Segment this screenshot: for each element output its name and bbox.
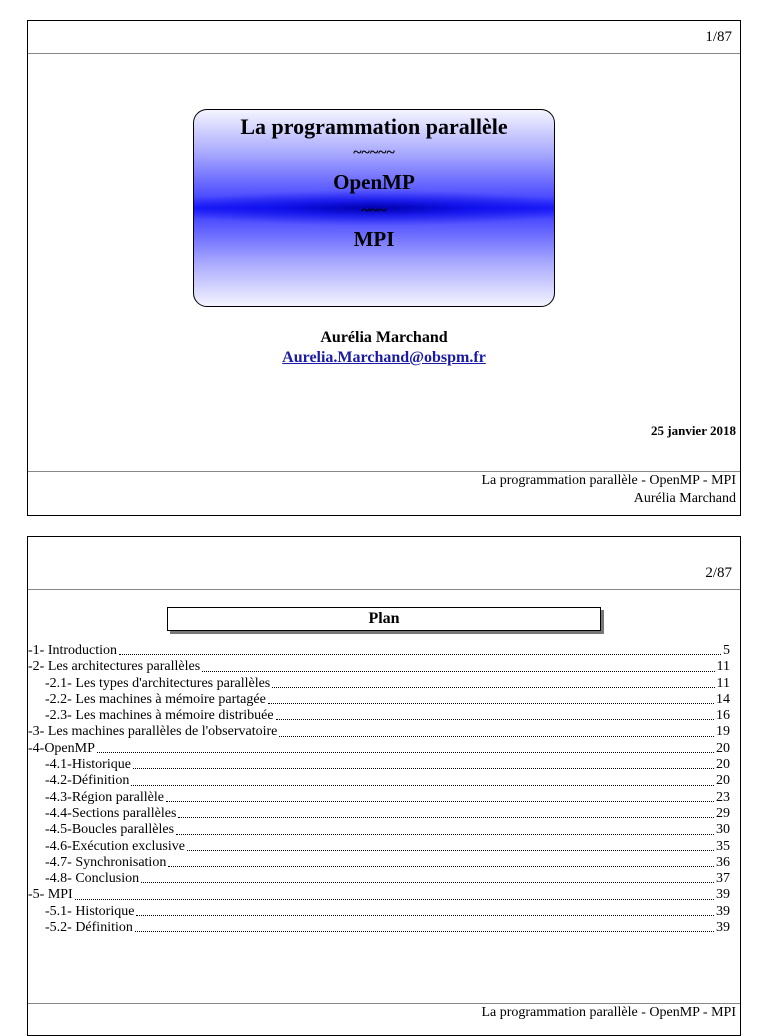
plan-heading: Plan xyxy=(167,607,601,631)
toc-entry-page: 20 xyxy=(716,773,730,789)
table-of-contents xyxy=(28,643,730,936)
toc-leader-dots xyxy=(178,816,714,818)
header-divider xyxy=(28,589,740,590)
author-name: Aurélia Marchand xyxy=(320,329,448,346)
toc-entry-page: 20 xyxy=(716,757,730,773)
presentation-title: La programmation parallèle xyxy=(240,114,508,139)
footer-title: La programmation parallèle - OpenMP - MPI xyxy=(481,473,736,488)
toc-entry-page: 30 xyxy=(716,822,730,838)
toc-entry-label: -4.8- Conclusion xyxy=(45,871,140,887)
footer xyxy=(481,472,736,508)
title-separator: ~~~~~ xyxy=(353,144,395,161)
toc-entry[interactable] xyxy=(28,887,730,903)
footer xyxy=(481,1004,736,1022)
toc-leader-dots xyxy=(133,767,714,769)
toc-entry-label: -4.1-Historique xyxy=(45,757,131,773)
toc-entry[interactable] xyxy=(28,790,730,806)
toc-leader-dots xyxy=(166,800,714,802)
title-box xyxy=(193,109,555,307)
toc-entry-page: 35 xyxy=(716,838,730,854)
toc-entry-label: -4.7- Synchronisation xyxy=(45,854,167,870)
toc-entry[interactable] xyxy=(28,806,730,822)
header-divider xyxy=(28,53,740,54)
title-separator: ~~~ xyxy=(361,202,387,219)
toc-entry-page: 14 xyxy=(716,691,730,707)
toc-entry[interactable] xyxy=(28,822,730,838)
toc-leader-dots xyxy=(75,898,714,900)
toc-entry[interactable] xyxy=(28,724,730,740)
toc-entry[interactable] xyxy=(28,643,730,659)
toc-leader-dots xyxy=(168,865,714,867)
toc-entry-page: 39 xyxy=(716,903,730,919)
toc-entry-label: -4.4-Sections parallèles xyxy=(45,805,177,821)
toc-entry[interactable] xyxy=(28,676,730,692)
toc-entry-label: -4.3-Région parallèle xyxy=(45,789,164,805)
toc-entry[interactable] xyxy=(28,855,730,871)
toc-leader-dots xyxy=(131,784,714,786)
toc-entry-label: -1- Introduction xyxy=(28,643,118,658)
toc-entry[interactable] xyxy=(28,871,730,887)
toc-leader-dots xyxy=(202,670,714,672)
toc-leader-dots xyxy=(272,686,714,688)
toc-entry-label: -2.2- Les machines à mémoire partagée xyxy=(45,691,266,707)
slide-2 xyxy=(27,536,741,1036)
toc-leader-dots xyxy=(268,702,714,704)
toc-entry-page: 29 xyxy=(716,805,730,821)
toc-leader-dots xyxy=(119,653,721,655)
subtitle-openmp: OpenMP xyxy=(333,170,415,194)
toc-entry[interactable] xyxy=(28,904,730,920)
toc-entry-label: -3- Les machines parallèles de l'observatoire xyxy=(28,724,278,740)
subtitle-mpi: MPI xyxy=(353,227,395,251)
toc-entry-label: -4.6-Exécution exclusive xyxy=(45,838,185,854)
author-email-container xyxy=(28,349,740,367)
toc-leader-dots xyxy=(279,735,714,737)
toc-entry-label: -5.1- Historique xyxy=(45,903,135,919)
toc-entry-label: -4.5-Boucles parallèles xyxy=(45,822,175,838)
toc-entry-page: 20 xyxy=(716,740,730,756)
toc-entry-label: -2- Les architectures parallèles xyxy=(28,659,201,675)
toc-entry-label: -4-OpenMP xyxy=(28,740,95,756)
toc-entry-label: -5- MPI xyxy=(28,887,73,903)
toc-leader-dots xyxy=(136,914,714,916)
toc-entry-label: -4.2-Définition xyxy=(45,773,130,789)
toc-entry[interactable] xyxy=(28,839,730,855)
toc-entry[interactable] xyxy=(28,708,730,724)
toc-entry-page: 5 xyxy=(723,643,730,658)
toc-entry[interactable] xyxy=(28,920,730,936)
toc-entry-page: 23 xyxy=(716,789,730,805)
toc-entry-page: 39 xyxy=(716,920,730,936)
toc-entry[interactable] xyxy=(28,773,730,789)
toc-leader-dots xyxy=(176,833,714,835)
page-number: 2/87 xyxy=(705,565,732,581)
toc-entry-page: 16 xyxy=(716,708,730,724)
slide-1 xyxy=(27,20,741,516)
toc-entry-label: -2.1- Les types d'architectures parallèles xyxy=(45,675,271,691)
toc-entry-label: -2.3- Les machines à mémoire distribuée xyxy=(45,708,274,724)
toc-entry-page: 39 xyxy=(716,887,730,903)
toc-entry[interactable] xyxy=(28,692,730,708)
toc-leader-dots xyxy=(135,930,714,932)
toc-entry-label: -5.2- Définition xyxy=(45,920,133,936)
toc-entry[interactable] xyxy=(28,741,730,757)
toc-leader-dots xyxy=(276,718,714,720)
author-email-link[interactable]: Aurelia.Marchand@obspm.fr xyxy=(282,349,486,366)
footer-title: La programmation parallèle - OpenMP - MPI xyxy=(481,1005,736,1020)
toc-entry[interactable] xyxy=(28,659,730,675)
toc-leader-dots xyxy=(141,881,714,883)
toc-entry-page: 19 xyxy=(716,724,730,740)
toc-leader-dots xyxy=(187,849,714,851)
toc-entry-page: 37 xyxy=(716,871,730,887)
presentation-date: 25 janvier 2018 xyxy=(651,423,736,438)
page-number: 1/87 xyxy=(705,29,732,45)
footer-author: Aurélia Marchand xyxy=(633,491,736,506)
toc-entry[interactable] xyxy=(28,757,730,773)
toc-leader-dots xyxy=(97,751,714,753)
toc-entry-page: 11 xyxy=(716,675,730,691)
toc-entry-page: 11 xyxy=(716,659,730,675)
toc-entry-page: 36 xyxy=(716,854,730,870)
